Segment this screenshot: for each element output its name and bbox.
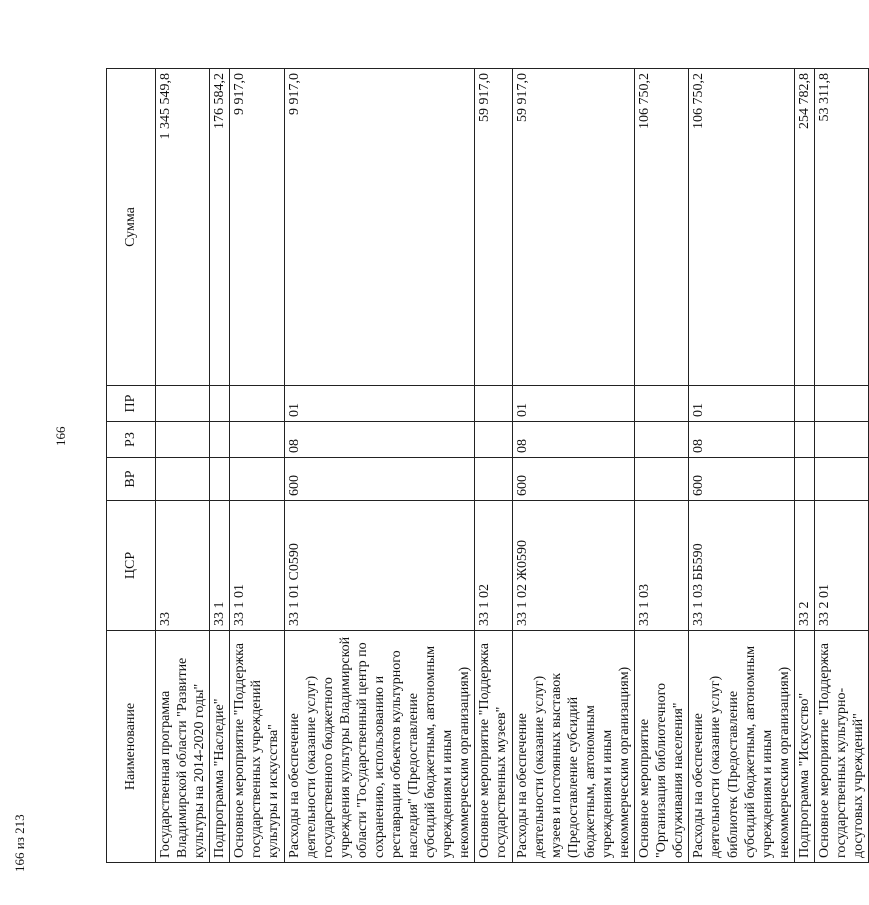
table-row [794,69,814,863]
table-row [689,69,794,863]
cell-rz [230,422,284,458]
cell-vr: 600 [689,458,794,501]
cell-pr: 01 [689,386,794,422]
header-sum: Сумма [107,69,156,386]
budget-table-frame [106,69,867,863]
page-number: 166 [53,426,68,446]
cell-rz [156,422,210,458]
table-row [156,69,210,863]
cell-rz [814,422,868,458]
cell-csr: 33 1 02 Ж0590 [512,501,635,631]
cell-csr: 33 1 03 [635,501,689,631]
cell-name: Подпрограмма "Искусство" [794,631,814,863]
cell-rz [475,422,512,458]
cell-pr [475,386,512,422]
cell-pr [230,386,284,422]
cell-rz [210,422,230,458]
cell-name: Расходы на обеспечение деятельности (оказание услуг) государственного бюджетного учреждения культуры Владимирской области "Государственный центр по сохранению, использованию и реставрации объектов культурного наследия" (Предоставление субсидий бюджетным, автономным учреждениям и иным некоммерческим организациям) [284,631,475,863]
cell-vr [475,458,512,501]
cell-csr: 33 2 [794,501,814,631]
cell-csr: 33 [156,501,210,631]
cell-csr: 33 2 01 [814,501,868,631]
cell-vr [814,458,868,501]
cell-name: Расходы на обеспечение деятельности (оказание услуг) музеев и постоянных выставок (Предоставление субсидий бюджетным, автономным учреждениям и иным некоммерческим организациям) [512,631,635,863]
cell-pr: 01 [512,386,635,422]
budget-table [106,68,869,863]
cell-sum: 176 584,2 [210,69,230,386]
cell-pr [814,386,868,422]
cell-csr: 33 1 01 С0590 [284,501,475,631]
cell-vr [635,458,689,501]
table-header-row [107,69,156,863]
table-row [814,69,868,863]
cell-rz [794,422,814,458]
table-row [635,69,689,863]
header-vr: ВР [107,458,156,501]
table-row [284,69,475,863]
cell-csr: 33 1 03 ББ590 [689,501,794,631]
header-name: Наименование [107,631,156,863]
cell-pr [635,386,689,422]
cell-pr: 01 [284,386,475,422]
cell-csr: 33 1 01 [230,501,284,631]
cell-pr [794,386,814,422]
table-row [230,69,284,863]
cell-vr: 600 [284,458,475,501]
cell-vr: 600 [512,458,635,501]
cell-name: Основное мероприятие "Организация библиотечного обслуживания населения" [635,631,689,863]
page-footer: 166 из 213 [12,814,27,872]
header-csr: ЦСР [107,501,156,631]
cell-csr: 33 1 02 [475,501,512,631]
cell-rz: 08 [689,422,794,458]
cell-vr [794,458,814,501]
cell-sum: 9 917,0 [230,69,284,386]
cell-sum: 59 917,0 [512,69,635,386]
cell-sum: 1 345 549,8 [156,69,210,386]
cell-name: Расходы на обеспечение деятельности (оказание услуг) библиотек (Предоставление субсидий бюджетным, автономным учреждениям и иным некоммерческим организациям) [689,631,794,863]
header-rz: РЗ [107,422,156,458]
cell-vr [156,458,210,501]
cell-csr: 33 1 [210,501,230,631]
header-pr: ПР [107,386,156,422]
cell-pr [156,386,210,422]
cell-sum: 9 917,0 [284,69,475,386]
table-row [210,69,230,863]
cell-rz: 08 [284,422,475,458]
cell-sum: 106 750,2 [689,69,794,386]
cell-pr [210,386,230,422]
cell-sum: 53 311,8 [814,69,868,386]
cell-rz: 08 [512,422,635,458]
cell-sum: 106 750,2 [635,69,689,386]
table-row [512,69,635,863]
cell-name: Государственная программа Владимирской области "Развитие культуры на 2014-2020 годы" [156,631,210,863]
cell-sum: 59 917,0 [475,69,512,386]
cell-name: Подпрограмма "Наследие" [210,631,230,863]
cell-rz [635,422,689,458]
cell-vr [210,458,230,501]
cell-name: Основное мероприятие "Поддержка государственных культурно-досуговых учреждений" [814,631,868,863]
cell-name: Основное мероприятие "Поддержка государственных учреждений культуры и искусства" [230,631,284,863]
cell-sum: 254 782,8 [794,69,814,386]
table-row [475,69,512,863]
cell-name: Основное мероприятие "Поддержка государственных музеев" [475,631,512,863]
cell-vr [230,458,284,501]
